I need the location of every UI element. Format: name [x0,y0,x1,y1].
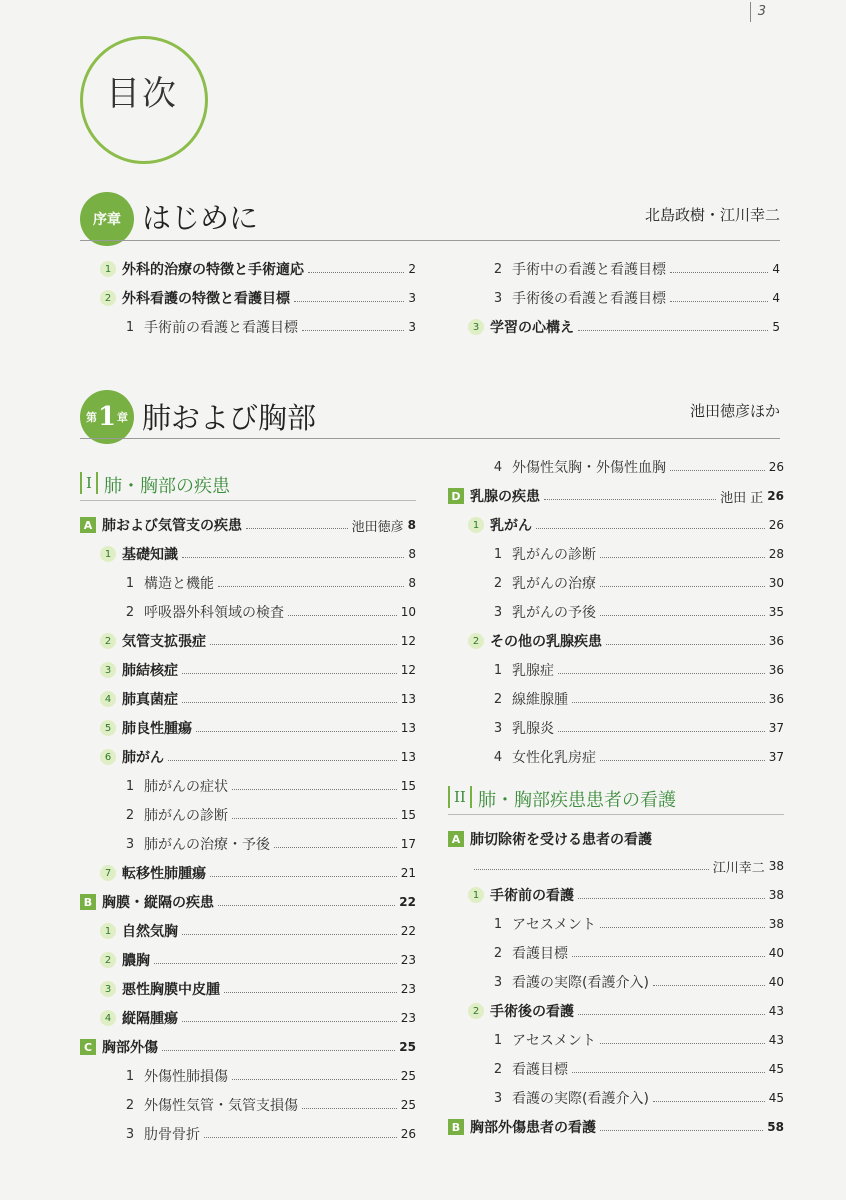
preface-authors: 北島政樹・江川幸二 [644,206,780,224]
section-title: 肺・胸部疾患患者の看護 [478,790,676,811]
item-author: 池田 正 [720,490,764,506]
item-number: 3 [493,720,503,736]
preface-badge: 序章 [80,192,134,246]
leader-dots [606,644,765,645]
item-page: 38 [768,888,784,902]
item-page: 8 [408,576,416,590]
item-label: 線維腺腫 [512,692,568,708]
item-label: 手術後の看護と看護目標 [512,291,666,307]
item-page: 26 [767,489,784,503]
leader-dots [544,499,716,500]
leader-dots [600,1130,763,1131]
toc-item[interactable] [490,942,784,964]
item-number: 1 [493,662,503,678]
item-page: 37 [768,750,784,764]
item-number: 1 [100,261,116,277]
item-page: 45 [768,1062,784,1076]
item-number: 3 [100,662,116,678]
item-label: 肺真菌症 [122,692,178,708]
leader-dots [302,330,404,331]
toc-item[interactable] [490,601,784,623]
item-number: 7 [100,865,116,881]
item-number: 4 [493,459,503,475]
item-page: 22 [400,924,416,938]
section-rule [80,500,416,501]
item-number: 1 [493,546,503,562]
toc-item[interactable] [490,543,784,565]
item-label: その他の乳腺疾患 [490,634,602,650]
leader-dots [558,673,765,674]
item-label: 肺がん [122,750,164,766]
toc-item[interactable] [100,746,416,768]
toc-item[interactable] [100,978,416,1000]
item-page: 25 [399,1040,416,1054]
toc-item[interactable] [490,1087,784,1109]
toc-item[interactable] [468,630,784,652]
item-label: 胸膜・縦隔の疾患 [102,895,214,911]
item-page: 21 [400,866,416,880]
item-page: 22 [399,895,416,909]
item-number: 2 [493,945,503,961]
leader-dots [670,470,765,471]
item-page: 15 [400,808,416,822]
item-label: 肺がんの診断 [144,808,228,824]
item-label: 乳腺症 [512,663,554,679]
item-number: 3 [493,604,503,620]
item-author: 池田徳彦 [351,519,404,535]
item-letter: C [80,1039,96,1055]
toc-item[interactable] [468,316,780,338]
item-label: 肺切除術を受ける患者の看護 [470,832,652,848]
item-page: 23 [400,1011,416,1025]
item-number: 2 [100,952,116,968]
item-label: 肺がんの治療・予後 [144,837,270,853]
item-number: 2 [468,633,484,649]
item-number: 4 [493,749,503,765]
toc-item[interactable] [490,572,784,594]
item-label: 呼吸器外科領域の検査 [144,605,284,621]
leader-dots [558,731,765,732]
item-label: 手術中の看護と看護目標 [512,262,666,278]
toc-item[interactable] [122,833,416,855]
toc-item[interactable] [490,746,784,768]
item-number: 1 [125,1068,135,1084]
item-page: 35 [768,605,784,619]
item-letter: D [448,488,464,504]
item-number: 2 [493,261,503,277]
item-page: 25 [400,1069,416,1083]
leader-dots [210,644,397,645]
badge-prefix: 第 [85,411,97,424]
toc-item[interactable] [468,514,784,536]
item-page: 36 [768,663,784,677]
leader-dots [182,934,397,935]
item-label: 悪性胸膜中皮腫 [122,982,220,998]
toc-item[interactable] [490,717,784,739]
item-number: 1 [493,916,503,932]
item-number: 1 [100,923,116,939]
item-label: 手術後の看護 [490,1004,574,1020]
leader-dots [246,528,348,529]
item-page: 5 [772,320,780,334]
toc-item[interactable] [490,971,784,993]
item-label: 看護の実際(看護介入) [512,975,649,991]
item-label: 外傷性気管・気管支損傷 [144,1098,298,1114]
item-page: 23 [400,953,416,967]
item-number: 2 [125,604,135,620]
leader-dots [232,1079,397,1080]
item-label: 構造と機能 [144,576,214,592]
item-number: 2 [125,807,135,823]
leader-dots [162,1050,395,1051]
item-number: 2 [493,691,503,707]
leader-dots [302,1108,397,1109]
leader-dots [670,301,768,302]
item-label: アセスメント [512,917,596,933]
toc-item[interactable] [490,1058,784,1080]
toc-item[interactable] [468,1000,784,1022]
item-label: 看護目標 [512,946,568,962]
chapter1-authors: 池田徳彦ほか [689,402,780,420]
leader-dots [653,1101,765,1102]
leader-dots [600,760,765,761]
toc-item[interactable] [100,862,416,884]
item-page: 28 [768,547,784,561]
item-number: 3 [125,836,135,852]
section-number: II [454,788,466,806]
item-number: 1 [493,1032,503,1048]
item-number: 1 [125,319,135,335]
item-page: 15 [400,779,416,793]
item-label: 胸部外傷患者の看護 [470,1120,596,1136]
leader-dots [600,557,765,558]
toc-item[interactable] [80,514,416,536]
item-page: 13 [400,750,416,764]
item-number: 1 [468,887,484,903]
chapter1-badge [80,390,134,444]
item-page: 26 [768,518,784,532]
toc-item[interactable] [100,659,416,681]
item-label: 肺がんの症状 [144,779,228,795]
item-page: 43 [768,1004,784,1018]
item-label: 乳腺炎 [512,721,554,737]
leader-dots [578,898,765,899]
header-divider [750,2,751,22]
leader-dots [600,927,765,928]
item-page: 17 [400,837,416,851]
toc-item[interactable] [490,659,784,681]
leader-dots [294,301,404,302]
item-page: 3 [408,291,416,305]
item-number: 2 [493,1061,503,1077]
leader-dots [308,272,404,273]
chapter1-title: 肺および胸部 [142,401,317,435]
toc-item[interactable] [490,456,784,478]
item-label: 気管支拡張症 [122,634,206,650]
item-page: 36 [768,634,784,648]
badge-number: 1 [97,402,117,432]
leader-dots [600,1043,765,1044]
item-label: アセスメント [512,1033,596,1049]
leader-dots [578,330,768,331]
item-page: 38 [768,859,784,873]
toc-item[interactable] [100,630,416,652]
item-label: 乳腺の疾患 [470,489,540,505]
section-bar [96,472,98,494]
item-page: 36 [768,692,784,706]
item-number: 4 [100,1010,116,1026]
toc-item[interactable] [100,1007,416,1029]
toc-item[interactable] [100,258,416,280]
leader-dots [232,818,397,819]
leader-dots [232,789,397,790]
item-label: 胸部外傷 [102,1040,158,1056]
leader-dots [210,876,397,877]
item-number: 4 [100,691,116,707]
toc-item-author [470,855,784,877]
preface-rule [80,240,780,241]
item-page: 12 [400,663,416,677]
item-page: 8 [408,547,416,561]
toc-item[interactable] [100,949,416,971]
leader-dots [670,272,768,273]
leader-dots [536,528,765,529]
toc-item[interactable] [80,1036,416,1058]
item-letter: B [80,894,96,910]
leader-dots [182,673,397,674]
leader-dots [653,985,765,986]
section-title: 肺・胸部の疾患 [104,476,230,497]
toc-item[interactable] [122,1065,416,1087]
item-label: 手術前の看護と看護目標 [144,320,298,336]
item-letter: A [448,831,464,847]
toc-item[interactable] [100,543,416,565]
item-number: 3 [125,1126,135,1142]
item-page: 37 [768,721,784,735]
toc-item[interactable] [490,258,780,280]
section-bar [80,472,82,494]
item-label: 女性化乳房症 [512,750,596,766]
toc-item[interactable] [122,316,416,338]
toc-item[interactable] [448,485,784,507]
item-page: 10 [400,605,416,619]
item-number: 2 [125,1097,135,1113]
item-label: 乳がんの予後 [512,605,596,621]
item-page: 58 [767,1120,784,1134]
leader-dots [578,1014,765,1015]
toc-item[interactable] [448,1116,784,1138]
item-label: 外傷性気胸・外傷性血胸 [512,460,666,476]
item-page: 12 [400,634,416,648]
leader-dots [474,869,709,870]
item-page: 26 [768,460,784,474]
item-page: 26 [400,1127,416,1141]
toc-item[interactable] [490,287,780,309]
item-page: 13 [400,721,416,735]
toc-item[interactable] [122,775,416,797]
item-number: 2 [493,575,503,591]
toc-item[interactable] [80,891,416,913]
toc-item[interactable] [100,920,416,942]
item-number: 2 [100,633,116,649]
toc-item[interactable] [468,884,784,906]
item-page: 2 [408,262,416,276]
item-page: 8 [407,518,416,532]
item-number: 1 [125,778,135,794]
toc-item[interactable] [122,1094,416,1116]
leader-dots [182,1021,397,1022]
item-page: 40 [768,946,784,960]
leader-dots [224,992,397,993]
item-page: 13 [400,692,416,706]
item-number: 2 [100,290,116,306]
item-label: 肺良性腫瘍 [122,721,192,737]
badge-suffix: 章 [117,411,129,424]
item-page: 23 [400,982,416,996]
page-title: 目次 [106,74,178,114]
section-number: I [86,474,92,492]
item-label: 肺結核症 [122,663,178,679]
toc-item[interactable] [122,804,416,826]
item-label: 看護目標 [512,1062,568,1078]
item-number: 3 [493,1090,503,1106]
section-rule [448,814,784,815]
item-label: 看護の実際(看護介入) [512,1091,649,1107]
item-page: 40 [768,975,784,989]
toc-item[interactable] [490,688,784,710]
item-label: 自然気胸 [122,924,178,940]
leader-dots [572,1072,765,1073]
toc-item[interactable] [100,688,416,710]
leader-dots [218,586,404,587]
item-number: 1 [100,546,116,562]
item-page: 45 [768,1091,784,1105]
item-page: 25 [400,1098,416,1112]
item-number: 1 [468,517,484,533]
page-number: 3 [757,4,766,19]
item-label: 乳がんの診断 [512,547,596,563]
item-page: 4 [772,262,780,276]
item-label: 縦隔腫瘍 [122,1011,178,1027]
leader-dots [196,731,397,732]
toc-item[interactable] [490,913,784,935]
item-author: 江川幸二 [712,860,765,876]
toc-item[interactable] [100,287,416,309]
item-number: 3 [100,981,116,997]
leader-dots [154,963,397,964]
item-page: 3 [408,320,416,334]
leader-dots [168,760,397,761]
section-bar [470,786,472,808]
item-number: 3 [468,319,484,335]
leader-dots [600,586,765,587]
leader-dots [600,615,765,616]
toc-item[interactable] [122,572,416,594]
item-page: 38 [768,917,784,931]
item-number: 3 [493,290,503,306]
toc-item[interactable] [490,1029,784,1051]
leader-dots [288,615,397,616]
item-label: 乳がんの治療 [512,576,596,592]
item-number: 3 [493,974,503,990]
item-number: 1 [125,575,135,591]
leader-dots [218,905,395,906]
item-label: 転移性肺腫瘍 [122,866,206,882]
leader-dots [182,702,397,703]
section-bar [448,786,450,808]
item-label: 外傷性肺損傷 [144,1069,228,1085]
item-number: 2 [468,1003,484,1019]
item-label: 肋骨骨折 [144,1127,200,1143]
toc-item[interactable] [100,717,416,739]
item-label: 膿胸 [122,953,150,969]
item-label: 基礎知識 [122,547,178,563]
item-letter: B [448,1119,464,1135]
leader-dots [572,956,765,957]
item-page: 43 [768,1033,784,1047]
toc-item[interactable] [448,828,784,850]
item-label: 外科的治療の特徴と手術適応 [122,262,304,278]
leader-dots [182,557,404,558]
item-number: 6 [100,749,116,765]
item-label: 肺および気管支の疾患 [102,518,242,534]
item-label: 乳がん [490,518,532,534]
preface-title: はじめに [142,201,259,235]
item-page: 4 [772,291,780,305]
toc-item[interactable] [122,1123,416,1145]
leader-dots [572,702,765,703]
item-letter: A [80,517,96,533]
item-page: 30 [768,576,784,590]
leader-dots [274,847,397,848]
chapter1-rule [80,438,780,439]
item-label: 手術前の看護 [490,888,574,904]
leader-dots [204,1137,397,1138]
item-label: 学習の心構え [490,320,574,336]
toc-item[interactable] [122,601,416,623]
item-number: 5 [100,720,116,736]
item-label: 外科看護の特徴と看護目標 [122,291,290,307]
